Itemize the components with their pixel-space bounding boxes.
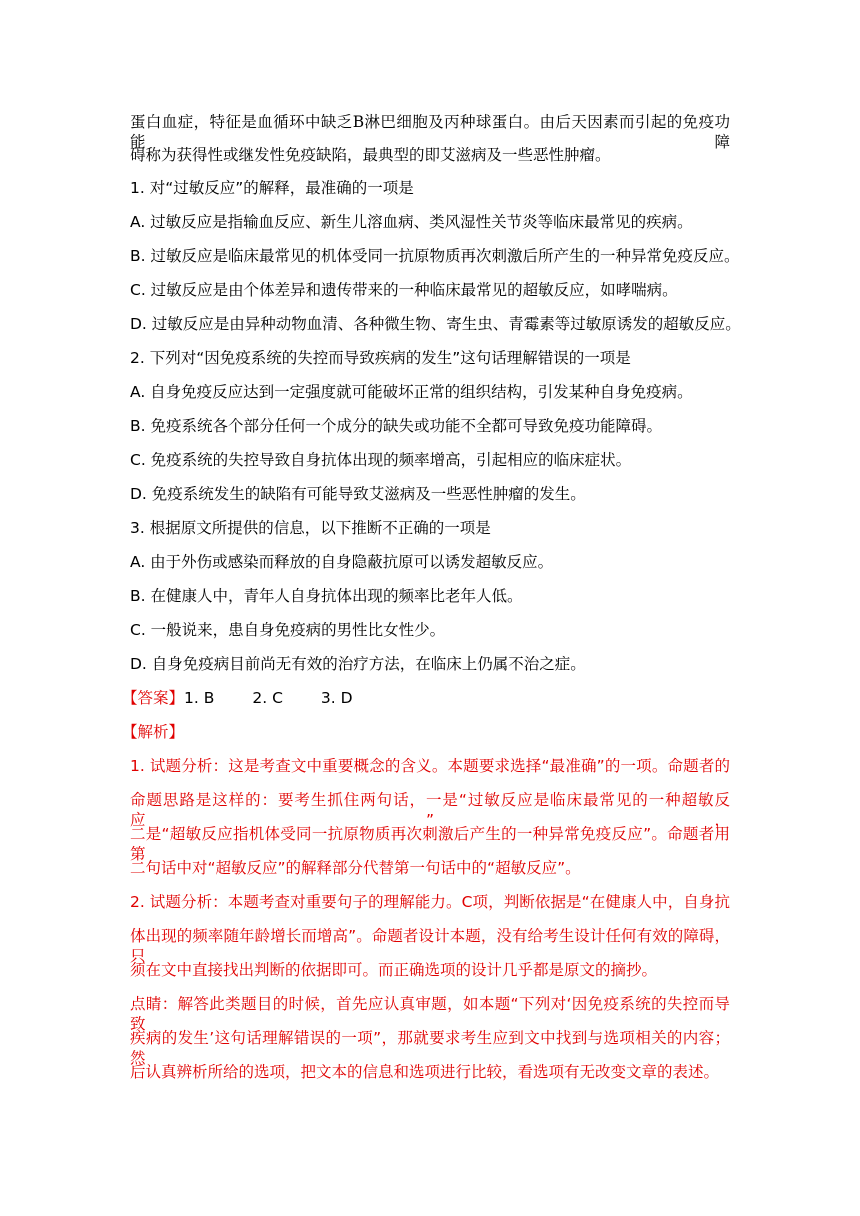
analysis-line-6: 体出现的频率随年龄增长而增高”。命题者设计本题，没有给考生设计任何有效的障碍，只 [130,927,730,965]
answer-label: 【答案】 [122,689,185,707]
analysis-line-1: 1. 试题分析：这是考查文中重要概念的含义。本题要求选择“最准确”的一项。命题者的 [130,757,730,775]
tip-line-1: 点睛：解答此类题目的时候，首先应认真审题，如本题“下列对‘因免疫系统的失控而导致 [130,995,730,1033]
analysis-line-5: 2. 试题分析：本题考查对重要句子的理解能力。C项，判断依据是“在健康人中，自身抗 [130,893,730,911]
question-2-option-c: C. 免疫系统的失控导致自身抗体出现的频率增高，引起相应的临床症状。 [130,451,632,469]
question-1-option-c: C. 过敏反应是由个体差异和遗传带来的一种临床最常见的超敏反应，如哮喘病。 [130,281,678,299]
question-3-option-d: D. 自身免疫病目前尚无有效的治疗方法，在临床上仍属不治之症。 [130,655,586,673]
tip-line-3: 后认真辨析所给的选项，把文本的信息和选项进行比较，看选项有无改变文章的表述。 [130,1063,720,1081]
passage-line-2: 碍称为获得性或继发性免疫缺陷，最典型的即艾滋病及一些恶性肿瘤。 [130,146,611,164]
question-1-option-a: A. 过敏反应是指输血反应、新生儿溶血病、类风湿性关节炎等临床最常见的疾病。 [130,213,693,231]
question-3-option-b: B. 在健康人中，青年人自身抗体出现的频率比老年人低。 [130,587,523,605]
answer-item-2: 2. C [252,689,283,707]
analysis-label: 【解析】 [122,723,185,741]
question-2-option-d: D. 免疫系统发生的缺陷有可能导致艾滋病及一些恶性肿瘤的发生。 [130,485,586,503]
passage-line-1: 蛋白血症，特征是血循环中缺乏B淋巴细胞及丙种球蛋白。由后天因素而引起的免疫功能障 [130,113,730,151]
question-3-option-c: C. 一般说来，患自身免疫病的男性比女性少。 [130,621,446,639]
question-1-option-b: B. 过敏反应是临床最常见的机体受同一抗原物质再次刺激后所产生的一种异常免疫反应。 [130,247,740,265]
question-3-option-a: A. 由于外伤或感染而释放的自身隐蔽抗原可以诱发超敏反应。 [130,553,554,571]
question-2-option-b: B. 免疫系统各个部分任何一个成分的缺失或功能不全都可导致免疫功能障碍。 [130,417,662,435]
question-2-stem: 2. 下列对“因免疫系统的失控而导致疾病的发生”这句话理解错误的一项是 [130,349,631,367]
analysis-line-7: 须在文中直接找出判断的依据即可。而正确选项的设计几乎都是原文的摘抄。 [130,961,658,979]
analysis-line-2: 命题思路是这样的：要考生抓住两句话，一是“过敏反应是临床最常见的一种超敏反应”， [130,791,730,829]
question-2-option-a: A. 自身免疫反应达到一定强度就可能破坏正常的组织结构，引发某种自身免疫病。 [130,383,693,401]
question-1-option-d: D. 过敏反应是由异种动物血清、各种微生物、寄生虫、青霉素等过敏原诱发的超敏反应。 [130,315,741,333]
question-1-stem: 1. 对“过敏反应”的解释，最准确的一项是 [130,179,414,197]
tip-line-2: 疾病的发生’这句话理解错误的一项”，那就要求考生应到文中找到与选项相关的内容；然 [130,1029,730,1067]
answer-line [122,688,722,708]
question-3-stem: 3. 根据原文所提供的信息，以下推断不正确的一项是 [130,519,491,537]
analysis-line-3: 二是“超敏反应指机体受同一抗原物质再次刺激后产生的一种异常免疫反应”。命题者用第 [130,825,730,863]
answer-item-3: 3. D [320,689,353,707]
analysis-line-4: 二句话中对“超敏反应”的解释部分代替第一句话中的“超敏反应”。 [130,859,581,877]
answer-item-1: 1. B [184,689,215,707]
